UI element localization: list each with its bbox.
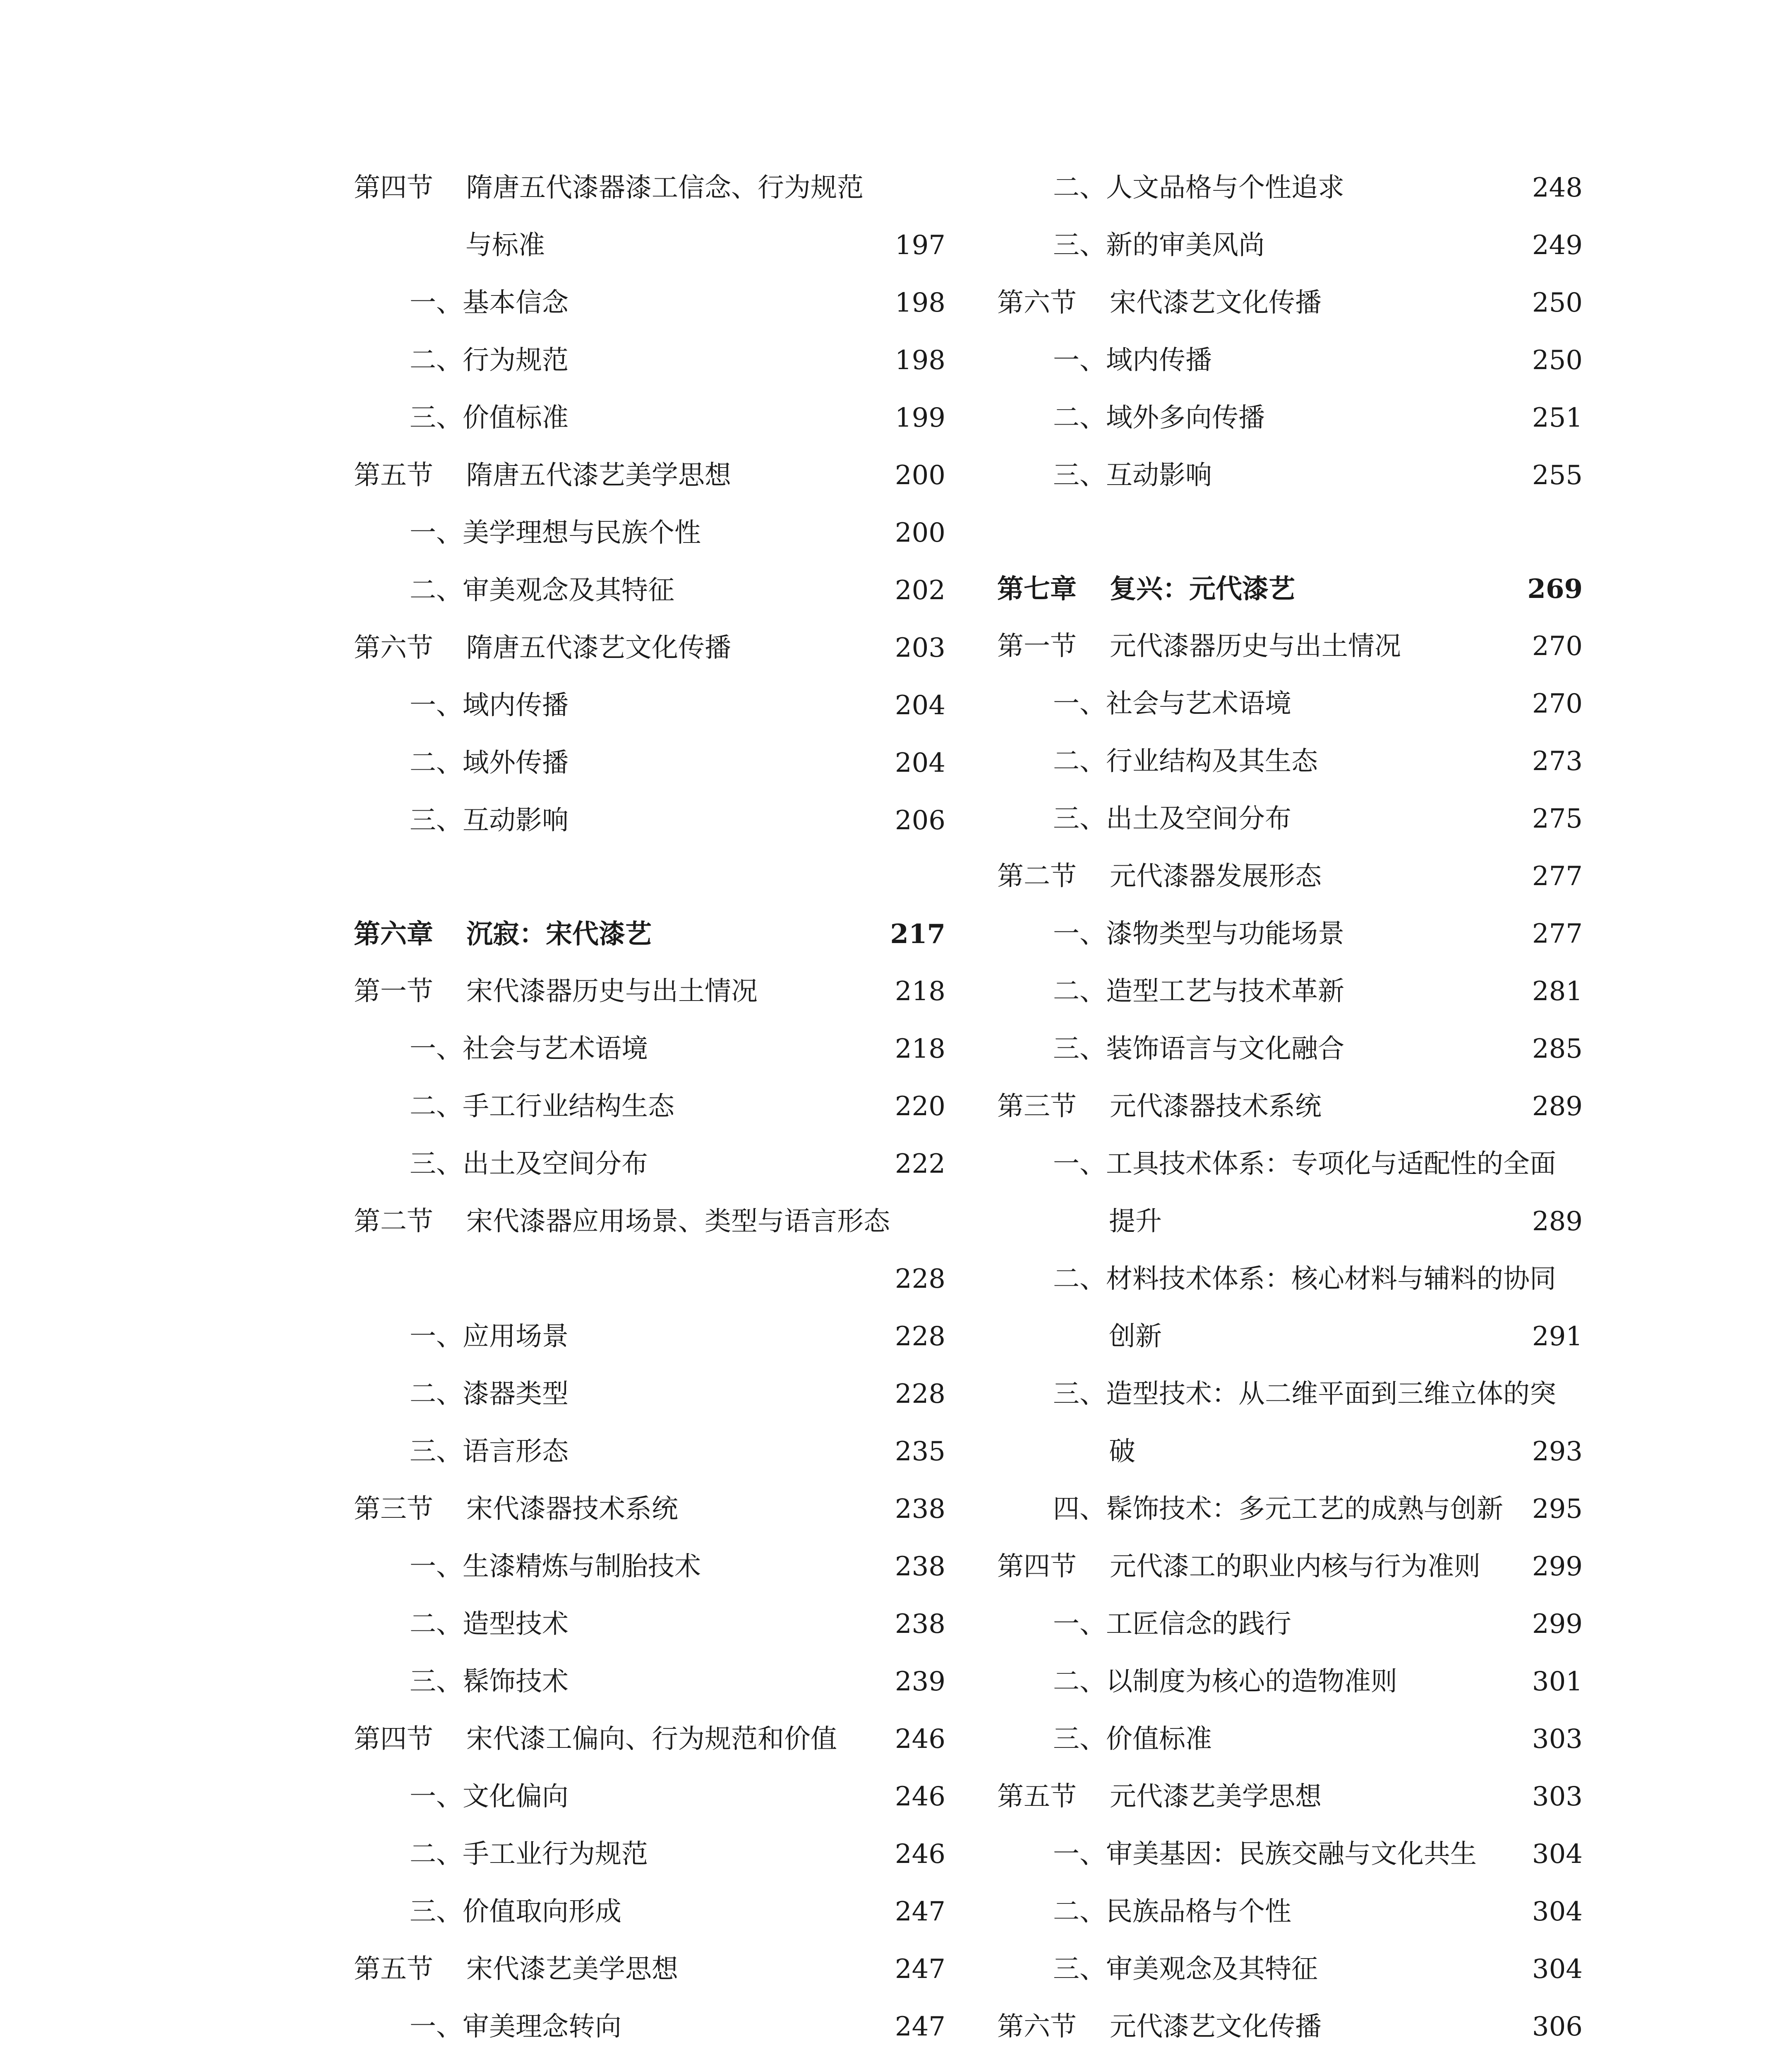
toc-entry-title	[410, 1078, 674, 1135]
toc-entry-title	[997, 1078, 1322, 1135]
toc-page-number: 304	[1532, 1839, 1583, 1870]
toc-entry-text: 一、美学理想与民族个性	[410, 518, 701, 548]
toc-entry-title	[410, 1768, 569, 1826]
toc-item-row[interactable]	[997, 1135, 1583, 1193]
toc-page-number: 277	[1532, 861, 1583, 892]
toc-entry-text: 二、漆器类型	[410, 1379, 569, 1409]
toc-page-number: 199	[895, 403, 945, 433]
toc-entry-text: 二、手工业行为规范	[410, 1839, 648, 1870]
toc-page-number: 198	[895, 345, 945, 376]
toc-entry-text: 三、髹饰技术	[410, 1666, 569, 1697]
toc-chapter-row[interactable]	[997, 560, 1583, 618]
toc-item-row[interactable]	[354, 1538, 945, 1596]
toc-entry-number: 第五节	[354, 1954, 433, 1985]
toc-entry-title	[997, 848, 1322, 905]
toc-entry-text: 二、民族品格与个性	[1053, 1896, 1291, 1927]
toc-entry-title	[997, 1538, 1480, 1596]
toc-entry-title	[410, 332, 569, 389]
toc-entry-title	[1053, 332, 1212, 389]
toc-entry-number: 第二节	[997, 861, 1077, 892]
toc-entry-title	[1053, 963, 1344, 1020]
toc-entry-number: 第三节	[354, 1494, 433, 1524]
toc-entry-title	[1053, 1020, 1344, 1078]
toc-entry-title	[354, 905, 652, 963]
toc-entry-text: 二、手工行业结构生态	[410, 1091, 674, 1122]
toc-page-number: 303	[1532, 1781, 1583, 1812]
toc-entry-text: 二、人文品格与个性追求	[1053, 173, 1344, 203]
toc-entry-title	[354, 619, 731, 677]
toc-entry-title	[1053, 1481, 1503, 1538]
toc-entry-title	[1109, 1193, 1162, 1251]
toc-section-row[interactable]	[354, 619, 945, 677]
toc-entry-title	[354, 447, 731, 504]
toc-entry-text: 三、造型技术：从二维平面到三维立体的突	[1053, 1379, 1556, 1409]
toc-entry-title	[410, 274, 569, 332]
toc-page-number: 228	[895, 1321, 945, 1352]
toc-section-row[interactable]	[997, 618, 1583, 675]
toc-page-number: 251	[1532, 403, 1583, 433]
toc-entry-title	[1109, 1308, 1162, 1366]
toc-page-number: 289	[1532, 1206, 1583, 1237]
toc-entry-text: 一、审美基因：民族交融与文化共生	[1053, 1839, 1477, 1870]
toc-entry-text: 一、审美理念转向	[410, 2011, 621, 2042]
toc-item-row[interactable]	[354, 1423, 945, 1481]
toc-left-column	[354, 159, 945, 2056]
toc-cont-row[interactable]	[997, 1423, 1583, 1481]
toc-entry-number: 第五节	[354, 460, 433, 491]
toc-entry-title	[354, 159, 864, 217]
toc-page-number: 238	[895, 1609, 945, 1639]
toc-page-number: 301	[1532, 1666, 1583, 1697]
toc-entry-text: 一、生漆精炼与制胎技术	[410, 1551, 701, 1582]
toc-entry-text: 四、髹饰技术：多元工艺的成熟与创新	[1053, 1494, 1503, 1524]
toc-page-number: 270	[1532, 689, 1583, 719]
toc-page-number: 289	[1532, 1091, 1583, 1122]
toc-item-row[interactable]	[354, 1135, 945, 1193]
toc-item-row[interactable]	[997, 217, 1583, 274]
toc-item-row[interactable]	[354, 504, 945, 562]
toc-page-number: 246	[895, 1781, 945, 1812]
toc-page-number: 228	[895, 1264, 945, 1294]
toc-item-row[interactable]	[354, 1826, 945, 1883]
toc-entry-number: 第六节	[354, 633, 433, 663]
toc-entry-text: 三、语言形态	[410, 1436, 569, 1467]
toc-entry-title	[997, 560, 1295, 618]
toc-entry-title	[1053, 733, 1318, 790]
toc-page-number: 250	[1532, 288, 1583, 318]
toc-page-number: 255	[1532, 460, 1583, 491]
toc-page-number: 247	[895, 2011, 945, 2042]
toc-entry-title	[1053, 1251, 1556, 1308]
toc-page-number: 206	[895, 805, 945, 836]
toc-page-number: 198	[895, 288, 945, 318]
toc-item-row[interactable]	[997, 963, 1583, 1020]
toc-entry-number: 第六章	[354, 919, 433, 950]
toc-page-number: 299	[1532, 1551, 1583, 1582]
toc-entry-title	[410, 677, 569, 734]
toc-spacer	[354, 850, 945, 905]
toc-item-row[interactable]	[997, 675, 1583, 733]
toc-cont-row[interactable]	[997, 1193, 1583, 1251]
toc-item-row[interactable]	[997, 389, 1583, 447]
toc-entry-text: 一、域内传播	[1053, 345, 1212, 376]
toc-page-number: 273	[1532, 746, 1583, 777]
toc-cont-row[interactable]	[354, 217, 945, 274]
toc-entry-title	[410, 1538, 701, 1596]
toc-entry-text: 元代漆艺文化传播	[1110, 2011, 1322, 2042]
toc-page-number: 204	[895, 748, 945, 778]
toc-item-row[interactable]	[354, 332, 945, 389]
toc-entry-text: 元代漆器历史与出土情况	[1110, 631, 1401, 662]
toc-entry-title	[410, 389, 569, 447]
toc-section-row[interactable]	[354, 447, 945, 504]
toc-entry-number: 第三节	[997, 1091, 1077, 1122]
toc-item-row[interactable]	[997, 159, 1583, 217]
toc-entry-title	[997, 274, 1322, 332]
toc-item-row[interactable]	[997, 1481, 1583, 1538]
toc-entry-text: 三、装饰语言与文化融合	[1053, 1034, 1344, 1064]
toc-entry-number: 第七章	[997, 574, 1077, 605]
toc-section-row[interactable]	[354, 1481, 945, 1538]
toc-page-number: 228	[895, 1379, 945, 1409]
toc-entry-text: 隋唐五代漆艺美学思想	[466, 460, 731, 491]
toc-section-row[interactable]	[354, 1193, 945, 1251]
toc-right-column	[997, 159, 1583, 2056]
toc-entry-text: 宋代漆器历史与出土情况	[466, 976, 758, 1007]
toc-entry-text: 二、以制度为核心的造物准则	[1053, 1666, 1397, 1697]
toc-entry-text: 三、出土及空间分布	[1053, 804, 1291, 834]
toc-item-row[interactable]	[354, 1078, 945, 1135]
toc-section-row[interactable]	[997, 848, 1583, 905]
toc-entry-text: 隋唐五代漆艺文化传播	[466, 633, 731, 663]
toc-page-number: 299	[1532, 1609, 1583, 1639]
toc-entry-text: 与标准	[465, 230, 545, 261]
toc-entry-text: 宋代漆器应用场景、类型与语言形态	[466, 1206, 890, 1237]
toc-entry-title	[1053, 1366, 1556, 1423]
toc-page-number: 285	[1532, 1034, 1583, 1064]
toc-page-number: 304	[1532, 1896, 1583, 1927]
toc-entry-text: 元代漆工的职业内核与行为准则	[1110, 1551, 1480, 1582]
toc-item-row[interactable]	[354, 1768, 945, 1826]
toc-entry-text: 元代漆器技术系统	[1110, 1091, 1322, 1122]
toc-page-number: 222	[895, 1149, 945, 1179]
toc-item-row[interactable]	[997, 1020, 1583, 1078]
toc-item-row[interactable]	[997, 1251, 1583, 1308]
toc-page-number: 238	[895, 1494, 945, 1524]
toc-item-row[interactable]	[354, 792, 945, 850]
toc-page-number: 291	[1532, 1321, 1583, 1352]
toc-entry-text: 一、工具技术体系：专项化与适配性的全面	[1053, 1149, 1556, 1179]
toc-item-row[interactable]	[997, 1883, 1583, 1941]
toc-page-number: 217	[890, 919, 945, 950]
toc-item-row[interactable]	[354, 1366, 945, 1423]
toc-page-number: 293	[1532, 1436, 1583, 1467]
toc-section-row[interactable]	[997, 1998, 1583, 2056]
toc-item-row[interactable]	[997, 1711, 1583, 1768]
toc-entry-text: 破	[1109, 1436, 1135, 1467]
toc-entry-number: 第五节	[997, 1781, 1077, 1812]
toc-entry-number: 第一节	[354, 976, 433, 1007]
toc-page-number: 246	[895, 1839, 945, 1870]
toc-entry-title	[354, 1481, 678, 1538]
toc-entry-title	[997, 1998, 1322, 2056]
toc-entry-text: 复兴：元代漆艺	[1110, 574, 1295, 605]
toc-entry-text: 一、社会与艺术语境	[410, 1034, 648, 1064]
toc-item-row[interactable]	[997, 1941, 1583, 1998]
toc-entry-title	[1109, 1423, 1135, 1481]
toc-entry-title	[997, 1768, 1322, 1826]
toc-entry-text: 一、基本信念	[410, 288, 569, 318]
toc-entry-text: 沉寂：宋代漆艺	[466, 919, 652, 950]
toc-page-number: 197	[895, 230, 945, 261]
toc-entry-text: 三、互动影响	[410, 805, 569, 836]
toc-page-number: 249	[1532, 230, 1583, 261]
toc-page-number: 277	[1532, 919, 1583, 949]
toc-entry-title	[354, 1193, 890, 1251]
toc-entry-text: 三、价值标准	[410, 403, 569, 433]
toc-entry-text: 宋代漆艺文化传播	[1110, 288, 1322, 318]
toc-entry-title	[997, 618, 1401, 675]
toc-page-number: 202	[895, 575, 945, 606]
toc-page-number: 218	[895, 1034, 945, 1064]
toc-page-number: 203	[895, 633, 945, 663]
toc-page-number: 269	[1527, 574, 1583, 605]
toc-entry-title	[410, 1020, 648, 1078]
toc-entry-number: 第六节	[997, 288, 1077, 318]
toc-entry-text: 宋代漆器技术系统	[466, 1494, 678, 1524]
toc-entry-title	[410, 1308, 569, 1366]
toc-page-number: 270	[1532, 631, 1583, 662]
toc-page-number: 250	[1532, 345, 1583, 376]
toc-entry-text: 三、价值标准	[1053, 1724, 1212, 1755]
toc-section-row[interactable]	[997, 1768, 1583, 1826]
toc-entry-text: 一、工匠信念的践行	[1053, 1609, 1291, 1639]
toc-entry-text: 二、域外多向传播	[1053, 403, 1265, 433]
toc-page-number: 304	[1532, 1954, 1583, 1985]
toc-item-row[interactable]	[354, 1020, 945, 1078]
toc-item-row[interactable]	[354, 1653, 945, 1711]
toc-page-number: 220	[895, 1091, 945, 1122]
toc-item-row[interactable]	[354, 562, 945, 619]
toc-entry-title	[410, 1366, 569, 1423]
toc-entry-text: 二、造型工艺与技术革新	[1053, 976, 1344, 1007]
toc-entry-text: 宋代漆工偏向、行为规范和价值	[466, 1724, 837, 1755]
toc-item-row[interactable]	[354, 274, 945, 332]
toc-item-row[interactable]	[997, 1826, 1583, 1883]
toc-entry-text: 宋代漆艺美学思想	[466, 1954, 678, 1985]
toc-cont-row[interactable]	[997, 1308, 1583, 1366]
toc-entry-text: 创新	[1109, 1321, 1162, 1352]
toc-page-number: 238	[895, 1551, 945, 1582]
toc-entry-title	[410, 1135, 648, 1193]
toc-item-row[interactable]	[997, 447, 1583, 504]
toc-item-row[interactable]	[354, 1308, 945, 1366]
toc-page-number: 248	[1532, 173, 1583, 203]
toc-entry-number: 第一节	[997, 631, 1077, 662]
toc-entry-text: 三、价值取向形成	[410, 1896, 621, 1927]
toc-entry-text: 二、行为规范	[410, 345, 569, 376]
toc-entry-number: 第四节	[354, 173, 433, 203]
toc-item-row[interactable]	[997, 1366, 1583, 1423]
toc-entry-title	[354, 1711, 837, 1768]
toc-entry-title	[1053, 790, 1291, 848]
toc-page-number: 239	[895, 1666, 945, 1697]
toc-entry-title	[1053, 1826, 1477, 1883]
toc-entry-text: 提升	[1109, 1206, 1162, 1237]
toc-entry-text: 一、应用场景	[410, 1321, 569, 1352]
toc-entry-text: 一、域内传播	[410, 690, 569, 721]
toc-page-number: 247	[895, 1896, 945, 1927]
toc-section-row[interactable]	[997, 1078, 1583, 1135]
toc-entry-title	[410, 562, 674, 619]
toc-entry-text: 二、行业结构及其生态	[1053, 746, 1318, 777]
toc-item-row[interactable]	[997, 905, 1583, 963]
toc-entry-text: 一、文化偏向	[410, 1781, 569, 1812]
toc-item-row[interactable]	[354, 389, 945, 447]
toc-entry-title	[465, 217, 545, 274]
toc-entry-title	[1053, 905, 1344, 963]
toc-page-number: 247	[895, 1954, 945, 1985]
toc-entry-number: 第四节	[354, 1724, 433, 1755]
toc-page-number: 303	[1532, 1724, 1583, 1755]
toc-item-row[interactable]	[997, 790, 1583, 848]
toc-page-number: 218	[895, 976, 945, 1007]
toc-item-row[interactable]	[354, 1883, 945, 1941]
toc-entry-title	[354, 963, 758, 1020]
toc-section-row[interactable]	[354, 963, 945, 1020]
toc-entry-text: 二、审美观念及其特征	[410, 575, 674, 606]
toc-entry-title	[1053, 675, 1291, 733]
toc-entry-title	[1053, 159, 1344, 217]
toc-entry-text: 二、材料技术体系：核心材料与辅料的协同	[1053, 1264, 1556, 1294]
toc-entry-title	[1053, 1653, 1397, 1711]
toc-section-row[interactable]	[997, 274, 1583, 332]
toc-entry-title	[1053, 1135, 1556, 1193]
toc-entry-title	[354, 1941, 678, 1998]
toc-item-row[interactable]	[997, 1596, 1583, 1653]
toc-entry-title	[1053, 1941, 1318, 1998]
toc-entry-text: 元代漆器发展形态	[1110, 861, 1322, 892]
toc-item-row[interactable]	[354, 677, 945, 734]
toc-entry-text: 二、造型技术	[410, 1609, 569, 1639]
toc-page-number: 281	[1532, 976, 1583, 1007]
toc-entry-title	[410, 504, 701, 562]
toc-entry-title	[1053, 389, 1265, 447]
toc-section-row[interactable]	[354, 1941, 945, 1998]
toc-chapter-row[interactable]	[354, 905, 945, 963]
toc-entry-title	[410, 792, 569, 850]
toc-entry-text: 元代漆艺美学思想	[1110, 1781, 1322, 1812]
toc-blank-row[interactable]	[354, 1251, 945, 1308]
toc-entry-title	[410, 734, 569, 792]
toc-entry-title	[410, 1998, 621, 2056]
toc-item-row[interactable]	[997, 733, 1583, 790]
toc-entry-text: 一、社会与艺术语境	[1053, 689, 1291, 719]
toc-section-row[interactable]	[354, 1711, 945, 1768]
toc-page-number: 235	[895, 1436, 945, 1467]
toc-entry-title	[410, 1423, 569, 1481]
toc-entry-title	[1053, 1596, 1291, 1653]
toc-item-row[interactable]	[354, 1998, 945, 2056]
toc-page-number: 200	[895, 460, 945, 491]
toc-entry-text: 隋唐五代漆器漆工信念、行为规范	[466, 173, 864, 203]
toc-entry-text: 三、新的审美风尚	[1053, 230, 1265, 261]
toc-page-number: 204	[895, 690, 945, 721]
toc-entry-text: 三、出土及空间分布	[410, 1149, 648, 1179]
toc-item-row[interactable]	[354, 1596, 945, 1653]
toc-item-row[interactable]	[354, 734, 945, 792]
toc-entry-title	[1053, 1711, 1212, 1768]
toc-section-row[interactable]	[997, 1538, 1583, 1596]
toc-entry-title	[410, 1653, 569, 1711]
toc-entry-title	[1053, 1883, 1291, 1941]
toc-entry-text: 一、漆物类型与功能场景	[1053, 919, 1344, 949]
toc-entry-title	[410, 1826, 648, 1883]
toc-page-number: 200	[895, 518, 945, 548]
toc-entry-number: 第二节	[354, 1206, 433, 1237]
toc-entry-title	[1053, 217, 1265, 274]
toc-item-row[interactable]	[997, 1653, 1583, 1711]
toc-page-number: 306	[1532, 2011, 1583, 2042]
toc-page-number: 246	[895, 1724, 945, 1755]
toc-entry-title	[410, 1883, 621, 1941]
toc-entry-number: 第六节	[997, 2011, 1077, 2042]
toc-page-number: 295	[1532, 1494, 1583, 1524]
toc-entry-number: 第四节	[997, 1551, 1077, 1582]
toc-page-number: 275	[1532, 804, 1583, 834]
toc-item-row[interactable]	[997, 332, 1583, 389]
toc-entry-text: 三、互动影响	[1053, 460, 1212, 491]
toc-section-row[interactable]	[354, 159, 945, 217]
toc-entry-text: 三、审美观念及其特征	[1053, 1954, 1318, 1985]
toc-entry-title	[1053, 447, 1212, 504]
toc-entry-title	[410, 1596, 569, 1653]
toc-entry-text: 二、域外传播	[410, 748, 569, 778]
toc-spacer	[997, 504, 1583, 560]
